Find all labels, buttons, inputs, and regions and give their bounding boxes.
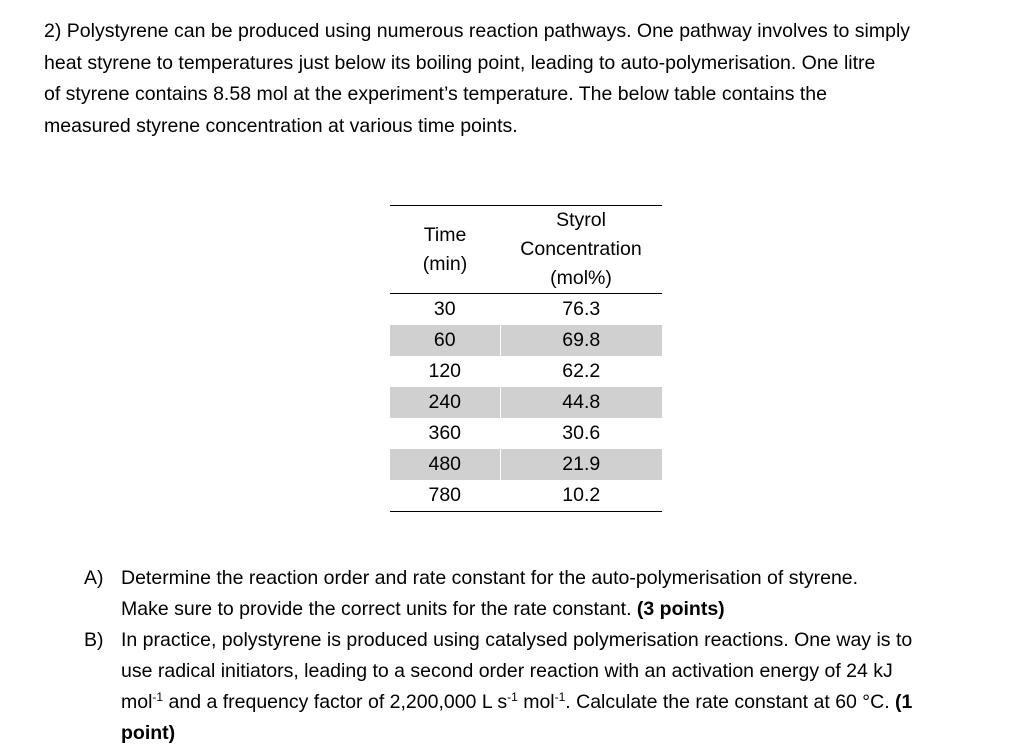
time-cell: 240 <box>390 387 500 418</box>
question-marker: A) <box>84 567 104 589</box>
table-row <box>390 325 662 356</box>
table-row <box>390 418 662 449</box>
question-b <box>84 625 1014 749</box>
question-a <box>84 563 1014 625</box>
time-cell: 60 <box>390 325 500 356</box>
table-row <box>390 387 662 418</box>
time-cell: 360 <box>390 418 500 449</box>
concentration-cell: 69.8 <box>500 325 662 356</box>
table-header-row <box>390 206 662 294</box>
superscript: -1 <box>554 690 566 704</box>
time-column-header: Time (min) <box>390 206 500 294</box>
question-line: Determine the reaction order and rate constant for the auto-polymerisation of styrene. <box>121 567 859 589</box>
superscript: -1 <box>152 690 164 704</box>
concentration-table <box>390 205 662 512</box>
concentration-cell: 62.2 <box>562 360 601 382</box>
question-text <box>121 625 1014 749</box>
superscript: -1 <box>507 690 518 704</box>
concentration-cell: 10.2 <box>500 480 662 512</box>
concentration-column-header: Styrol Concentration (mol%) <box>500 206 662 294</box>
question-line: In practice, polystyrene is produced using catalysed polymerisation reactions. One way is to <box>121 629 913 651</box>
problem-intro <box>44 16 1006 142</box>
time-cell: 30 <box>390 294 500 326</box>
question-line: use radical initiators, leading to a second order reaction with an activation energy of 24 kJ <box>121 660 893 682</box>
time-cell: 120 <box>390 356 500 387</box>
question-line: Make sure to provide the correct units for the rate constant. (3 points) <box>121 598 725 620</box>
time-cell: 780 <box>390 480 500 512</box>
intro-line: 2) Polystyrene can be produced using numerous reaction pathways. One pathway involves to simply <box>44 20 911 42</box>
question-list <box>84 563 1014 749</box>
concentration-cell: 21.9 <box>500 449 662 480</box>
points-label: point) <box>121 722 176 744</box>
intro-line: of styrene contains 8.58 mol at the experiment’s temperature. The below table contains the <box>44 83 827 105</box>
question-line: mol$^{-1}$ and a frequency factor of 2,200,000 L $s^{-1}$ mol$^{-1}$. Calculate the rate constant at 60 °C. (1 <box>121 690 913 713</box>
intro-line: heat styrene to temperatures just below its boiling point, leading to auto-polymerisation. One litre <box>44 51 876 74</box>
table-row <box>390 449 662 480</box>
concentration-cell: 44.8 <box>500 387 662 418</box>
question-marker: B) <box>84 629 104 651</box>
intro-line: measured styrene concentration at various time points. <box>44 114 518 137</box>
question-text <box>121 563 1014 625</box>
concentration-cell: 30.6 <box>562 422 601 444</box>
concentration-cell: 76.3 <box>562 298 601 320</box>
points-label: (3 points) <box>636 598 725 620</box>
table-row <box>390 356 662 387</box>
table-row <box>390 480 662 512</box>
points-label: (1 <box>895 691 913 713</box>
table-row <box>390 294 662 326</box>
time-cell: 480 <box>390 449 500 480</box>
